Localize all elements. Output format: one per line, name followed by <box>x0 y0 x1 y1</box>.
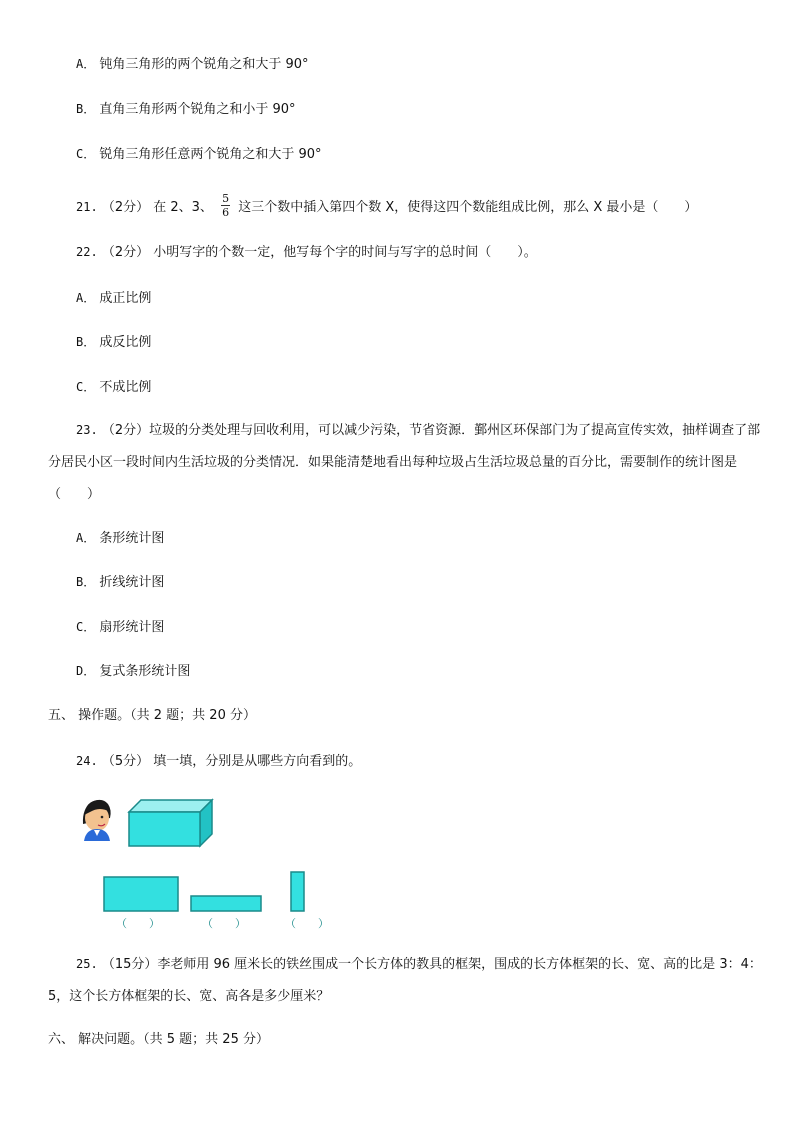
option-letter: B． <box>76 102 96 116</box>
q23-option-b <box>76 574 164 591</box>
q20-option-c <box>76 146 322 163</box>
question-number: 21. <box>76 200 98 214</box>
question-score: （5分） <box>101 754 150 769</box>
question-number: 23. <box>76 423 98 437</box>
option-letter: A． <box>76 57 96 71</box>
section-heading: 六、 解决问题。（共 5 题；共 25 分） <box>48 1032 269 1047</box>
question-21 <box>76 193 697 222</box>
question-text: 李老师用 96 厘米长的铁丝围成一个长方体的教具的框架，围成的长方体框架的长、宽、高的比是 3：4：5，这个长方体框架的长、宽、高各是多少厘米？ <box>48 957 762 1004</box>
side-view-rect <box>291 872 304 911</box>
q22-option-a <box>76 290 151 307</box>
option-letter: B． <box>76 575 96 589</box>
section-heading: 五、 操作题。（共 2 题；共 20 分） <box>48 708 256 723</box>
option-letter: C． <box>76 620 96 634</box>
question-score: （2分） <box>101 423 150 438</box>
option-letter: B． <box>76 335 96 349</box>
q20-option-a <box>76 56 309 73</box>
option-text: 成反比例 <box>99 335 152 350</box>
top-view-rect <box>191 896 261 911</box>
option-letter: D． <box>76 664 96 678</box>
option-letter: A． <box>76 291 96 305</box>
q23-option-a <box>76 530 164 547</box>
question-number: 22. <box>76 245 98 259</box>
answer-blank-front[interactable]: （ ） <box>116 917 160 930</box>
question-24 <box>76 753 361 770</box>
question-text: 这三个数中插入第四个数 X，使得这四个数能组成比例，那么 X 最小是（ ） <box>238 200 698 215</box>
question-score: （2分） <box>101 245 150 260</box>
front-view-rect <box>104 877 178 911</box>
q23-option-d <box>76 663 190 680</box>
q23-option-c <box>76 619 164 636</box>
question-text: 垃圾的分类处理与回收利用，可以减少污染，节省资源．鄞州区环保部门为了提高宣传实效，抽样调查了部分居民小区一段时间内生活垃圾的分类情况．如果能清楚地看出每种垃圾占生活垃圾总量的百分比，需要制作的统计图是（ ） <box>48 423 761 502</box>
fraction <box>221 193 230 218</box>
question-text: 填一填，分别是从哪些方向看到的。 <box>153 754 362 769</box>
question-number: 25. <box>76 957 98 971</box>
answer-blank-top[interactable]: （ ） <box>202 917 246 930</box>
option-letter: C． <box>76 147 96 161</box>
fraction-denominator: 6 <box>222 206 230 219</box>
option-text: 成正比例 <box>99 291 152 306</box>
option-text: 条形统计图 <box>99 531 165 546</box>
answer-blank-side[interactable]: （ ） <box>285 917 329 930</box>
question-number: 24. <box>76 754 98 768</box>
option-text: 折线统计图 <box>99 575 165 590</box>
option-text: 钝角三角形的两个锐角之和大于 90° <box>99 57 309 72</box>
q22-option-b <box>76 334 151 351</box>
question-23 <box>48 414 770 511</box>
option-text: 复式条形统计图 <box>99 664 191 679</box>
question-25 <box>48 948 770 1013</box>
option-text: 扇形统计图 <box>99 620 165 635</box>
q22-option-c <box>76 379 151 396</box>
question-text: 在 2、3、 <box>153 200 213 215</box>
boy-icon <box>83 800 111 841</box>
question-text: 小明写字的个数一定，他写每个字的时间与写字的总时间（ ）。 <box>153 245 537 260</box>
option-text: 锐角三角形任意两个锐角之和大于 90° <box>99 147 322 162</box>
cuboid-3d <box>129 800 212 846</box>
option-letter: C． <box>76 380 96 394</box>
question-score: （15分） <box>101 957 158 972</box>
option-text: 直角三角形两个锐角之和小于 90° <box>99 102 296 117</box>
question-score: （2分） <box>101 200 150 215</box>
option-text: 不成比例 <box>99 380 152 395</box>
fraction-numerator: 5 <box>222 192 230 205</box>
question-22 <box>76 244 537 261</box>
q20-option-b <box>76 101 296 118</box>
option-letter: A． <box>76 531 96 545</box>
